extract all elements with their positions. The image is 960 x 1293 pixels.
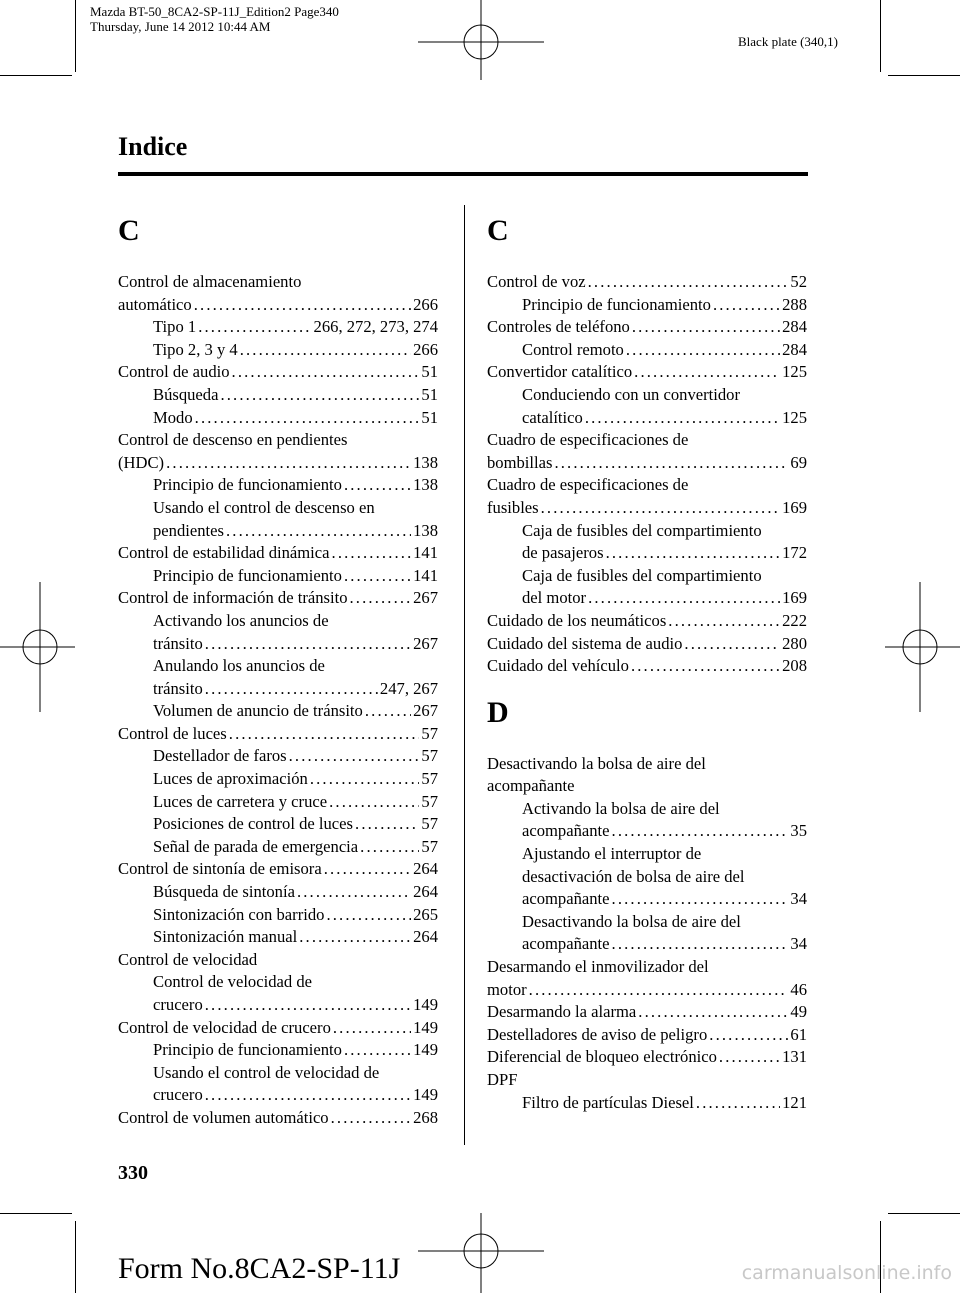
index-subentry: desactivación de bolsa de aire del <box>522 866 745 886</box>
entry-page: 61 <box>790 1024 807 1044</box>
index-letter: C <box>118 214 140 247</box>
dot-leader <box>529 979 789 1002</box>
entry-page: 138 <box>413 452 438 472</box>
entry-text: Cuidado de los neumáticos <box>487 610 667 630</box>
dot-leader <box>606 542 781 565</box>
entry-text: Control de luces <box>118 723 227 743</box>
index-entry <box>118 587 438 610</box>
dot-leader <box>588 271 789 294</box>
dot-leader <box>297 881 411 904</box>
entry-page: 280 <box>782 633 807 653</box>
entry-text: tránsito <box>153 633 203 653</box>
index-entry <box>487 1046 807 1069</box>
crop-mark <box>0 1213 72 1214</box>
entry-page: 264 <box>413 859 438 879</box>
dot-leader <box>299 926 411 949</box>
plate-label: Black plate (340,1) <box>738 34 838 49</box>
index-entries <box>487 271 807 678</box>
entry-page: 268 <box>413 1107 438 1127</box>
index-subentry <box>118 520 438 543</box>
registration-mark-right <box>885 582 960 712</box>
index-column-left <box>118 210 438 1130</box>
index-subentry <box>487 339 807 362</box>
entry-text: Destelladores de aviso de peligro <box>487 1024 708 1044</box>
entry-text: Control de volumen automático <box>118 1107 329 1127</box>
index-column-right <box>487 210 807 1114</box>
index-entry <box>118 361 438 384</box>
index-subentry: Usando el control de descenso en <box>153 497 375 517</box>
index-entry <box>487 1024 807 1047</box>
index-subentry <box>487 888 807 911</box>
entry-text: acompañante <box>522 889 610 909</box>
entry-text: Volumen de anuncio de tránsito <box>153 701 363 721</box>
entry-page: 266 <box>413 339 438 359</box>
entry-text: Sintonización manual <box>153 927 298 947</box>
entry-text: fusibles <box>487 497 539 517</box>
entry-page: 222 <box>782 610 807 630</box>
entry-page: 125 <box>782 407 807 427</box>
dot-leader <box>226 520 411 543</box>
entry-page: 57 <box>421 769 438 789</box>
index-subentry <box>118 565 438 588</box>
dot-leader <box>355 813 419 836</box>
dot-leader <box>612 820 789 843</box>
entry-text: Cuidado del vehículo <box>487 656 629 676</box>
index-subentry <box>487 294 807 317</box>
entry-page: 266, 272, 273, 274 <box>313 317 438 337</box>
entry-text: crucero <box>153 1085 203 1105</box>
entry-text: Control de audio <box>118 362 230 382</box>
dot-leader <box>365 700 411 723</box>
index-subentry <box>118 1084 438 1107</box>
entry-text: Tipo 2, 3 y 4 <box>153 339 238 359</box>
entry-page: 138 <box>413 520 438 540</box>
entry-text: Principio de funcionamiento <box>153 565 342 585</box>
dot-leader <box>713 294 780 317</box>
index-entry: Desactivando la bolsa de aire del <box>487 753 706 773</box>
dot-leader <box>220 384 419 407</box>
entry-text: (HDC) <box>118 452 165 472</box>
crop-mark <box>75 1221 76 1293</box>
index-entry <box>118 294 438 317</box>
form-number: Form No.8CA2-SP-11J <box>118 1252 401 1285</box>
index-entry: DPF <box>487 1070 518 1089</box>
entry-text: automático <box>118 294 192 314</box>
entry-page: 46 <box>790 979 807 999</box>
index-entry <box>487 271 807 294</box>
index-entry: Control de almacenamiento <box>118 272 302 291</box>
dot-leader <box>333 1017 411 1040</box>
crop-mark <box>888 75 960 76</box>
entry-text: crucero <box>153 995 203 1014</box>
index-subentry <box>118 813 438 836</box>
entry-text: pendientes <box>153 520 224 540</box>
dot-leader <box>166 452 411 475</box>
index-letter: D <box>487 695 509 729</box>
dot-leader <box>310 768 420 791</box>
entry-text: Tipo 1 <box>153 317 197 337</box>
index-subentry <box>118 316 438 339</box>
index-subentry <box>118 384 438 407</box>
index-entry: Desarmando el inmovilizador del <box>487 957 709 977</box>
entry-page: 121 <box>782 1092 807 1112</box>
index-entry <box>118 542 438 565</box>
dot-leader <box>696 1092 780 1115</box>
index-entry <box>487 633 807 656</box>
index-subentry: Conduciendo con un convertidor <box>522 384 740 404</box>
dot-leader <box>360 836 419 859</box>
index-subentry <box>118 633 438 656</box>
entry-page: 266 <box>413 294 438 314</box>
index-entry <box>487 452 807 475</box>
entry-text: Principio de funcionamiento <box>153 475 342 495</box>
entry-page: 138 <box>413 475 438 495</box>
title-rule <box>118 172 808 176</box>
entry-page: 208 <box>782 656 807 676</box>
entry-page: 49 <box>790 1002 807 1022</box>
entry-text: Control de voz <box>487 272 586 291</box>
watermark: carmanualsonline.info <box>741 1262 952 1284</box>
dot-leader <box>344 565 411 588</box>
entry-text: Control de sintonía de emisora <box>118 859 322 879</box>
crop-mark <box>0 75 72 76</box>
dot-leader <box>240 339 411 362</box>
index-subentry <box>118 994 438 1017</box>
dot-leader <box>232 361 420 384</box>
index-entry: Cuadro de especificaciones de <box>487 430 689 450</box>
entry-text: motor <box>487 979 527 999</box>
entry-page: 51 <box>421 362 438 382</box>
index-subentry <box>118 678 438 701</box>
index-subentry <box>118 768 438 791</box>
registration-mark-top <box>418 0 544 80</box>
entry-page: 247, 267 <box>379 678 438 698</box>
entry-page: 57 <box>421 836 438 856</box>
index-subentry <box>118 904 438 927</box>
index-entry <box>118 723 438 746</box>
entry-page: 131 <box>782 1047 807 1067</box>
dot-leader <box>554 452 788 475</box>
entry-text: Control remoto <box>522 339 624 359</box>
column-divider <box>464 205 465 1145</box>
dot-leader <box>331 1107 412 1130</box>
entry-page: 267 <box>413 701 438 721</box>
entry-page: 169 <box>782 497 807 517</box>
index-subentry: Usando el control de velocidad de <box>153 1062 380 1082</box>
index-entry <box>118 1107 438 1130</box>
index-subentry <box>118 339 438 362</box>
entry-page: 149 <box>413 1017 438 1037</box>
dot-leader <box>638 1001 788 1024</box>
index-subentry: Desactivando la bolsa de aire del <box>522 911 741 931</box>
index-subentry: Activando los anuncios de <box>153 610 329 630</box>
index-subentry <box>118 881 438 904</box>
dot-leader <box>668 610 780 633</box>
index-entry: Control de descenso en pendientes <box>118 430 348 450</box>
entry-text: Control de información de tránsito <box>118 588 348 608</box>
dot-leader <box>194 294 411 317</box>
dot-leader <box>289 745 420 768</box>
index-entry: Control de velocidad <box>118 949 258 969</box>
entry-text: Cuidado del sistema de audio <box>487 633 683 653</box>
index-entry <box>118 1017 438 1040</box>
section-title: Indice <box>118 132 188 161</box>
dot-leader <box>626 339 780 362</box>
entry-page: 172 <box>782 543 807 563</box>
entry-page: 51 <box>421 384 438 404</box>
index-subentry <box>487 407 807 430</box>
entry-text: bombillas <box>487 452 553 472</box>
dot-leader <box>205 678 378 701</box>
dot-leader <box>634 361 780 384</box>
entry-text: Diferencial de bloqueo electrónico <box>487 1047 717 1067</box>
entry-page: 35 <box>790 821 807 841</box>
entry-text: Desarmando la alarma <box>487 1002 637 1022</box>
crop-mark <box>880 0 881 72</box>
dot-leader <box>326 904 411 927</box>
index-subentry: Caja de fusibles del compartimiento <box>522 520 762 540</box>
index-subentry <box>487 933 807 956</box>
dot-leader <box>329 791 419 814</box>
entry-text: Control de estabilidad dinámica <box>118 543 330 563</box>
entry-text: acompañante <box>522 934 610 954</box>
index-entry <box>118 858 438 881</box>
entry-page: 284 <box>782 339 807 359</box>
entry-text: acompañante <box>522 821 610 841</box>
print-header <box>90 4 339 34</box>
entry-text: Búsqueda de sintonía <box>153 882 295 902</box>
index-subentry <box>487 587 807 610</box>
index-entry <box>487 610 807 633</box>
index-entry <box>487 1001 807 1024</box>
dot-leader <box>612 888 789 911</box>
entry-page: 57 <box>421 814 438 834</box>
entry-page: 125 <box>782 362 807 382</box>
dot-leader <box>719 1046 780 1069</box>
entry-page: 141 <box>413 565 438 585</box>
dot-leader <box>585 407 780 430</box>
entry-page: 141 <box>413 543 438 563</box>
dot-leader <box>344 1039 411 1062</box>
index-entry <box>487 979 807 1002</box>
entry-page: 52 <box>790 272 807 291</box>
index-subentry <box>118 407 438 430</box>
index-entries <box>487 753 807 1115</box>
entry-page: 149 <box>413 995 438 1014</box>
index-subentry <box>118 1039 438 1062</box>
entry-page: 57 <box>421 746 438 766</box>
dot-leader <box>588 587 780 610</box>
dot-leader <box>205 633 411 656</box>
entry-text: Convertidor catalítico <box>487 362 633 382</box>
index-subentry <box>118 791 438 814</box>
index-subentry <box>487 1092 807 1115</box>
entry-text: de pasajeros <box>522 543 604 563</box>
entry-text: Controles de teléfono <box>487 317 630 337</box>
index-subentry <box>118 745 438 768</box>
registration-mark-left <box>0 582 75 712</box>
entry-page: 267 <box>413 633 438 653</box>
entry-text: Búsqueda <box>153 384 219 404</box>
entry-text: Posiciones de control de luces <box>153 814 354 834</box>
dot-leader <box>709 1024 788 1047</box>
index-entry <box>487 316 807 339</box>
entry-text: Principio de funcionamiento <box>522 294 711 314</box>
entry-text: Modo <box>153 407 193 427</box>
index-entry: Cuadro de especificaciones de <box>487 475 689 495</box>
entry-text: catalítico <box>522 407 583 427</box>
registration-mark-bottom <box>418 1213 544 1293</box>
crop-mark <box>888 1213 960 1214</box>
index-entry <box>487 361 807 384</box>
dot-leader <box>684 633 780 656</box>
entry-text: Sintonización con barrido <box>153 904 325 924</box>
print-header-file: Mazda BT-50_8CA2-SP-11J_Edition2 Page340 <box>90 4 339 19</box>
crop-mark <box>75 0 76 72</box>
dot-leader <box>612 933 789 956</box>
dot-leader <box>195 407 420 430</box>
dot-leader <box>324 858 411 881</box>
index-subentry: Ajustando el interruptor de <box>522 844 702 864</box>
dot-leader <box>632 316 780 339</box>
dot-leader <box>631 655 780 678</box>
index-entry <box>487 655 807 678</box>
entry-text: Señal de parada de emergencia <box>153 836 359 856</box>
entry-page: 267 <box>413 588 438 608</box>
entry-page: 57 <box>421 723 438 743</box>
dot-leader <box>344 474 411 497</box>
entry-page: 169 <box>782 588 807 608</box>
print-header-date: Thursday, June 14 2012 10:44 AM <box>90 19 271 34</box>
entry-page: 57 <box>421 791 438 811</box>
entry-page: 265 <box>413 904 438 924</box>
index-subentry: Activando la bolsa de aire del <box>522 798 720 818</box>
entry-page: 264 <box>413 882 438 902</box>
dot-leader <box>198 316 311 339</box>
index-subentry <box>118 474 438 497</box>
index-subentry <box>487 820 807 843</box>
index-subentry <box>487 542 807 565</box>
index-subentry: Caja de fusibles del compartimiento <box>522 565 762 585</box>
entry-page: 34 <box>790 889 807 909</box>
index-subentry <box>118 700 438 723</box>
index-entries <box>118 271 438 1130</box>
entry-text: Luces de aproximación <box>153 769 308 789</box>
index-subentry: Anulando los anuncios de <box>153 656 325 676</box>
entry-text: Luces de carretera y cruce <box>153 791 328 811</box>
entry-page: 149 <box>413 1040 438 1060</box>
entry-text: del motor <box>522 588 587 608</box>
index-subentry <box>118 926 438 949</box>
dot-leader <box>205 1084 411 1107</box>
entry-page: 69 <box>790 452 807 472</box>
dot-leader <box>205 994 411 1017</box>
entry-text: tránsito <box>153 678 203 698</box>
entry-text: Destellador de faros <box>153 746 287 766</box>
entry-page: 51 <box>421 407 438 427</box>
entry-text: Principio de funcionamiento <box>153 1040 342 1060</box>
entry-page: 264 <box>413 927 438 947</box>
entry-text: Filtro de partículas Diesel <box>522 1092 694 1112</box>
index-entry <box>118 452 438 475</box>
dot-leader <box>332 542 412 565</box>
dot-leader <box>229 723 420 746</box>
page-number: 330 <box>118 1162 148 1184</box>
index-subentry <box>118 836 438 859</box>
index-entry: acompañante <box>487 776 575 796</box>
entry-page: 284 <box>782 317 807 337</box>
dot-leader <box>541 497 780 520</box>
index-subentry: Control de velocidad de <box>153 972 312 992</box>
index-entry <box>487 497 807 520</box>
entry-page: 34 <box>790 934 807 954</box>
entry-text: Control de velocidad de crucero <box>118 1017 331 1037</box>
entry-page: 288 <box>782 294 807 314</box>
dot-leader <box>350 587 412 610</box>
entry-page: 149 <box>413 1085 438 1105</box>
index-letter: C <box>487 214 509 247</box>
